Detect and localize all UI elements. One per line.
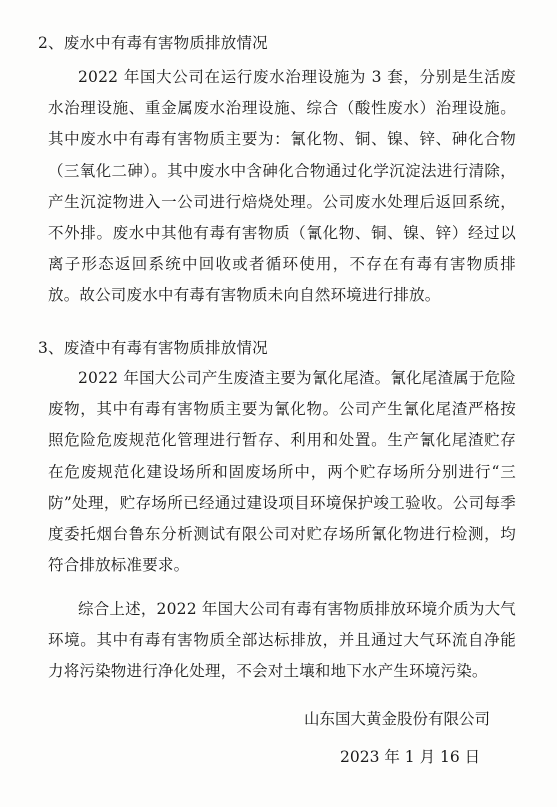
section-3-heading: 3、废渣中有毒有害物质排放情况 xyxy=(38,339,268,357)
section-2-heading: 2、废水中有毒有害物质排放情况 xyxy=(38,34,268,52)
section-2-paragraph: 2022 年国大公司在运行废水治理设施为 3 套，分别是生活废水治理设施、重金属废水治理设施、综合（酸性废水）治理设施。其中废水中有毒有害物质主要为：氰化物、铜、镍、锌、砷化合物（三氧化二砷）。其中废水中含砷化合物通过化学沉淀法进行清除，产生沉淀物进入一公司进行焙烧处理。公司废水处理后返回系统，不外排。废水中其他有毒有害物质（氰化物、铜、镍、锌）经过以离子形态返回系统中回收或者循环使用，不存在有毒有害物质排放。故公司废水中有毒有害物质未向自然环境进行排放。 xyxy=(48,68,516,305)
signature-company: 山东国大黄金股份有限公司 xyxy=(304,710,491,728)
summary-paragraph: 综合上述，2022 年国大公司有毒有害物质排放环境介质为大气环境。其中有毒有害物质全部达标排放，并且通过大气环流自净能力将污染物进行净化处理，不会对土壤和地下水产生环境污染。 xyxy=(48,600,516,681)
signature-date: 2023 年 1 月 16 日 xyxy=(340,748,481,766)
section-3-paragraph: 2022 年国大公司产生废渣主要为氰化尾渣。氰化尾渣属于危险废物，其中有毒有害物质主要为氰化物。公司产生氰化尾渣严格按照危险危废规范化管理进行暂存、利用和处置。生产氰化尾渣贮存在危废规范化建设场所和固废场所中，两个贮存场所分别进行“三防”处理，贮存场所已经通过建设项目环境保护竣工验收。公司每季度委托烟台鲁东分析测试有限公司对贮存场所氰化物进行检测，均符合排放标准要求。 xyxy=(48,369,516,575)
